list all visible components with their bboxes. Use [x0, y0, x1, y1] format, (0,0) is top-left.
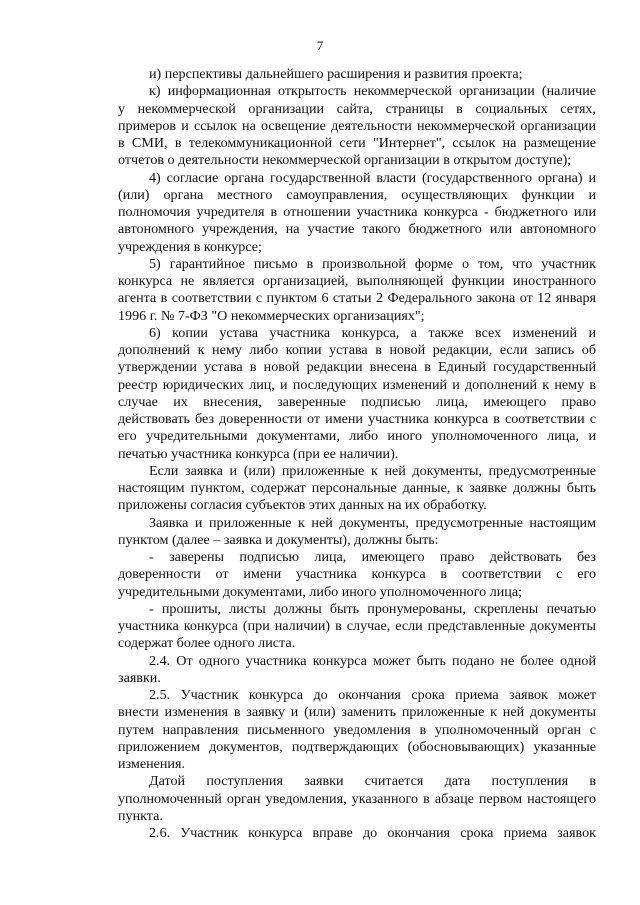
paragraph [118, 773, 596, 825]
text-line: реестр юридических лиц, и последующих изменений и дополнений к нему в [118, 376, 596, 393]
text-line: Заявка и приложенные к ней документы, предусмотренные настоящим [149, 514, 596, 531]
text-line: приложением документов, подтверждающих (обосновывающих) указанные [118, 738, 596, 755]
text-line: - прошиты, листы должны быть пронумерованы, скреплены печатью [149, 600, 596, 617]
text-line: агента в соответствии с пунктом 6 статьи 2 Федерального закона от 12 января [118, 290, 596, 307]
text-line: действовать без доверенности от имени участника конкурса в соответствии с [118, 411, 596, 427]
text-line: участника конкурса (при наличии) в случае, если представленные документы [118, 618, 596, 634]
text-line: случае их внесения, заверенные подписью лица, имеющего право [118, 393, 596, 410]
text-line: заявки. [118, 669, 161, 686]
paragraph [118, 687, 596, 773]
paragraph [118, 515, 596, 550]
text-line: конкурса не является организацией, выполняющей функции иностранного [118, 273, 596, 289]
paragraph [118, 170, 596, 256]
text-line: - заверены подписью лица, имеющего право действовать без [149, 549, 596, 565]
page-number: 7 [316, 38, 324, 53]
text-line: и) перспективы дальнейшего расширения и развития проекта; [149, 66, 523, 82]
text-line: дополнений к нему либо копии устава в новой редакции, если запись об [118, 342, 596, 358]
text-line: учреждения в конкурсе; [118, 238, 262, 255]
text-line: (или) органа местного самоуправления, осуществляющих функции и [118, 186, 596, 203]
paragraph [118, 256, 596, 325]
text-line: у некоммерческой организации сайта, страницы в социальных сетях, [118, 100, 596, 117]
paragraph [118, 653, 596, 688]
text-line: к) информационная открытость некоммерческой организации (наличие [149, 83, 596, 100]
text-line: путем направления письменного уведомления в уполномоченный орган с [118, 721, 596, 738]
text-line: содержат более одного листа. [118, 635, 296, 652]
text-line: 5) гарантийное письмо в произвольной форме о том, что участник [149, 255, 596, 272]
paragraph [118, 463, 596, 515]
paragraph [118, 825, 596, 842]
text-line: уполномоченный орган уведомления, указанного в абзаце первом настоящего [118, 790, 596, 807]
text-line: пункта. [118, 807, 163, 824]
text-line: печатью участника конкурса (при ее наличии). [118, 445, 399, 462]
paragraph [118, 83, 596, 169]
text-line: 2.5. Участник конкурса до окончания срока приема заявок может [149, 687, 596, 703]
document-body [118, 66, 596, 842]
text-line: Датой поступления заявки считается дата поступления в [149, 773, 596, 790]
text-line: 6) копии устава участника конкурса, а также всех изменений и [149, 324, 596, 341]
text-line: 4) согласие органа государственной власти (государственного органа) и [149, 169, 596, 186]
text-line: пунктом (далее – заявка и документы), должны быть: [118, 531, 439, 548]
text-line: полномочия учредителя в отношении участника конкурса - бюджетного или [118, 204, 596, 220]
paragraph [118, 66, 596, 83]
text-line: учредительными документами, либо иного уполномоченного лица; [118, 583, 522, 600]
text-line: примеров и ссылок на освещение деятельности некоммерческой организации [118, 117, 596, 134]
text-line: внести изменения в заявку и (или) заменить приложенные к ней документы [118, 704, 596, 721]
text-line: утверждении устава в новой редакции внесена в Единый государственный [118, 359, 596, 376]
text-line: автономного учреждения, на участие такого бюджетного или автономного [118, 221, 596, 238]
paragraph [118, 549, 596, 601]
text-line: в СМИ, в телекоммуникационной сети "Интернет", ссылок на размещение [118, 135, 596, 151]
text-line: доверенности от имени участника конкурса в соответствии с его [118, 566, 596, 583]
text-line: изменения. [118, 756, 185, 772]
text-line: отчетов о деятельности некоммерческой организации в открытом доступе); [118, 152, 572, 169]
text-line: Если заявка и (или) приложенные к ней документы, предусмотренные [149, 462, 596, 479]
text-line: 2.6. Участник конкурса вправе до окончания срока приема заявок [149, 825, 596, 841]
text-line: настоящим пунктом, содержат персональные данные, к заявке должны быть [118, 480, 596, 496]
text-line: приложены согласия субъектов этих данных на их обработку. [118, 497, 487, 514]
text-line: его учредительными документами, либо иного уполномоченного лица, и [118, 428, 596, 445]
text-line: 2.4. От одного участника конкурса может быть подано не более одной [149, 652, 596, 669]
paragraph [118, 601, 596, 653]
paragraph [118, 325, 596, 463]
text-line: 1996 г. № 7-ФЗ "О некоммерческих организациях"; [118, 307, 425, 324]
